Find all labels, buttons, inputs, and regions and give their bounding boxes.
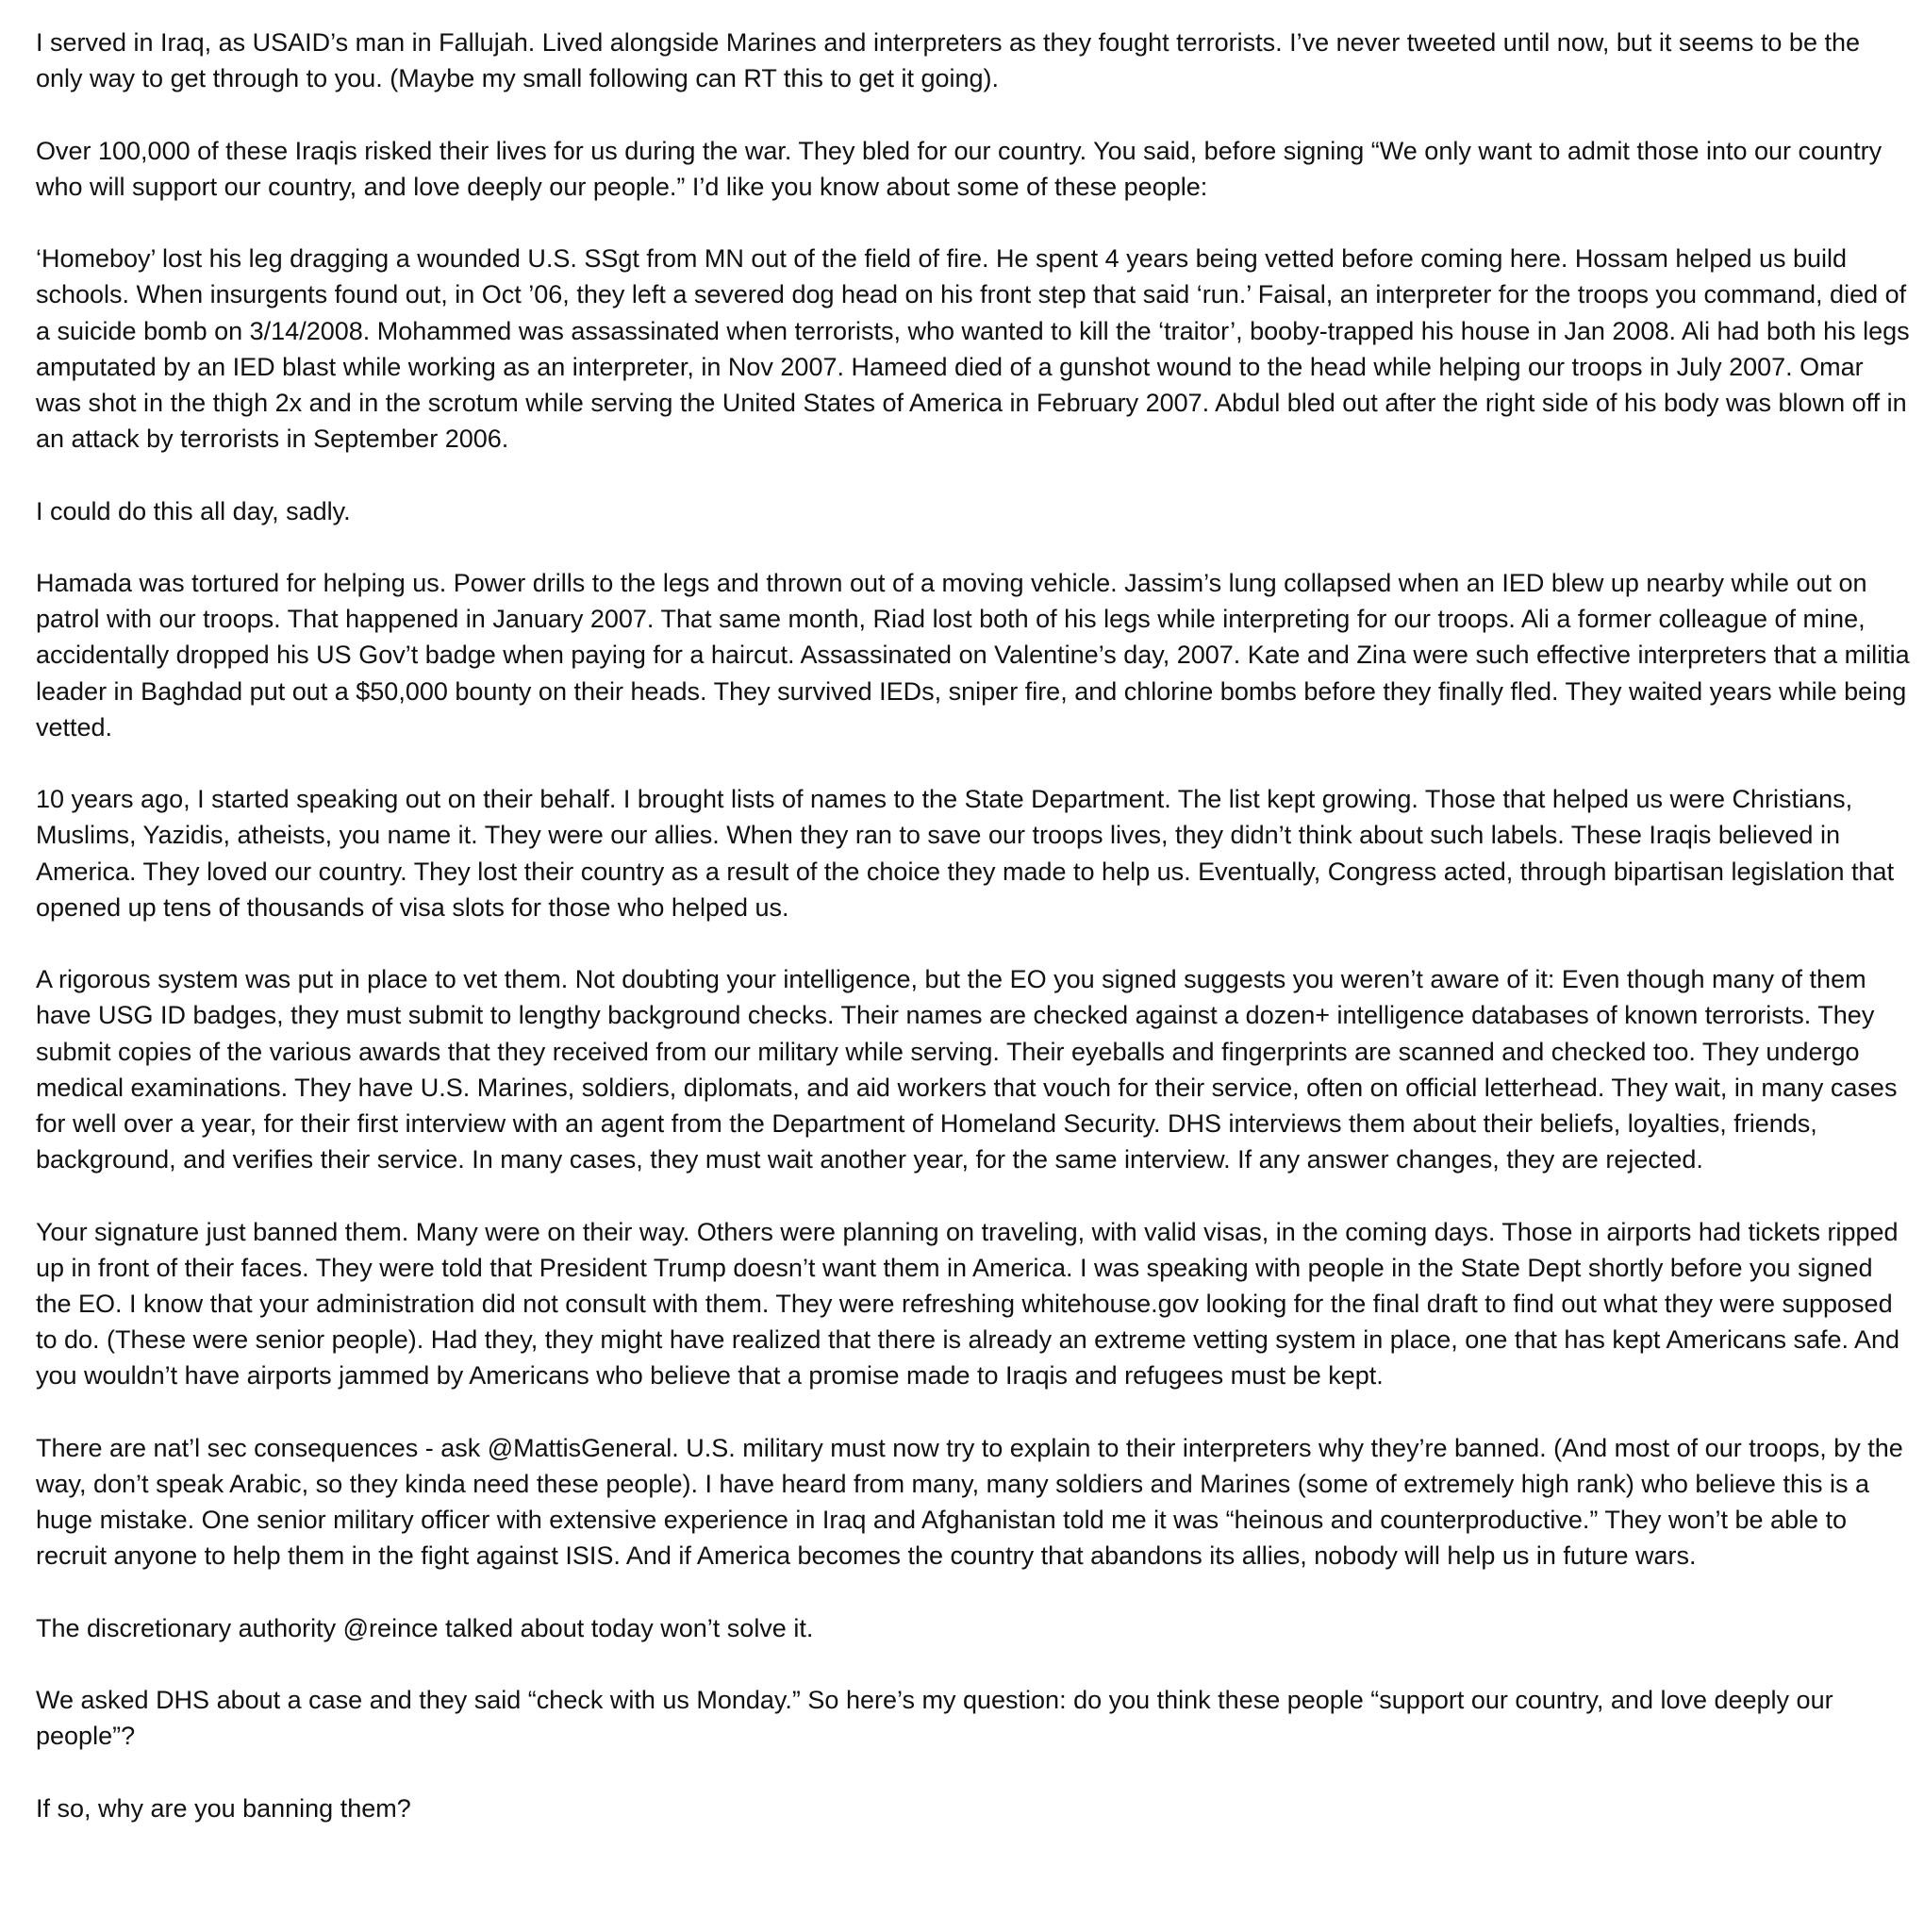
paragraph-intro: I served in Iraq, as USAID’s man in Fallujah. Lived alongside Marines and interpreters as they fought terrorists. I’ve never tweeted until now, but it seems to be the only way to get through to you. (Maybe my small following can RT this to get it going). [36,28,1860,93]
paragraph-individual-stories: ‘Homeboy’ lost his leg dragging a wounded U.S. SSgt from MN out of the field of fire. He spent 4 years being vetted before coming here. Hossam helped us build schools. When insurgents found out, in Oct ’06, they left a severed dog head on his front step that said ‘run.’ Faisal, an interpreter for the troops you command, died of a suicide bomb on 3/14/2008. Mohammed was assassinated when terrorists, who wanted to kill the ‘traitor’, booby-trapped his house in Jan 2008. Ali had both his legs amputated by an IED blast while working as an interpreter, in Nov 2007. Hameed died of a gunshot wound to the head while helping our troops in July 2007. Omar was shot in the thigh 2x and in the scrotum while serving the United States of America in February 2007. Abdul bled out after the right side of his body was blown off in an attack by terrorists in September 2006. [36,244,1910,454]
paragraph-signature-banned: Your signature just banned them. Many were on their way. Others were planning on traveling, with valid visas, in the coming days. Those in airports had tickets ripped up in front of their faces. They were told that President Trump doesn’t want them in America. I was speaking with people in the State Dept shortly before you signed the EO. I know that your administration did not consult with them. They were refreshing whitehouse.gov looking for the final draft to find out what they were supposed to do. (These were senior people). Had they, they might have realized that there is already an extreme vetting system in place, one that has kept Americans safe. And you wouldn’t have airports jammed by Americans who believe that a promise made to Iraqis and refugees must be kept. [36,1217,1900,1391]
letter-body [36,25,1913,1826]
paragraph-national-security: There are nat’l sec consequences - ask @MattisGeneral. U.S. military must now try to explain to their interpreters why they’re banned. (And most of our troops, by the way, don’t speak Arabic, so they kinda need these people). I have heard from many, many soldiers and Marines (some of extremely high rank) who believe this is a huge mistake. One senior military officer with extensive experience in Iraq and Afghanistan told me it was “heinous and counterproductive.” They won’t be able to recruit anyone to help them in the fight against ISIS. And if America becomes the country that abandons its allies, nobody will help us in future wars. [36,1433,1903,1571]
paragraph-iraqis-risked-lives: Over 100,000 of these Iraqis risked their lives for us during the war. They bled for our country. You said, before signing “We only want to admit those into our country who will support our country, and love deeply our people.” I’d like you know about some of these people: [36,136,1883,201]
paragraph-more-stories: Hamada was tortured for helping us. Power drills to the legs and thrown out of a moving vehicle. Jassim’s lung collapsed when an IED blew up nearby while out on patrol with our troops. That happened in January 2007. That same month, Riad lost both of his legs while interpreting for our troops. Ali a former colleague of mine, accidentally dropped his US Gov’t badge when paying for a haircut. Assassinated on Valentine’s day, 2007. Kate and Zina were such effective interpreters that a militia leader in Baghdad put out a $50,000 bounty on their heads. They survived IEDs, sniper fire, and chlorine bombs before they finally fled. They waited years while being vetted. [36,568,1910,741]
paragraph-question: We asked DHS about a case and they said “check with us Monday.” So here’s my question: do you think these people “support our country, and love deeply our people”? [36,1686,1833,1751]
paragraph-could-do-this-all-day: I could do this all day, sadly. [36,496,351,525]
paragraph-speaking-out: 10 years ago, I started speaking out on their behalf. I brought lists of names to the State Department. The list kept growing. Those that helped us were Christians, Muslims, Yazidis, atheists, you name it. They were our allies. When they ran to save our troops lives, they didn’t think about such labels. These Iraqis believed in America. They loved our country. They lost their country as a result of the choice they made to help us. Eventually, Congress acted, through bipartisan legislation that opened up tens of thousands of visa slots for those who helped us. [36,785,1895,922]
paragraph-closing-question: If so, why are you banning them? [36,1793,411,1823]
paragraph-vetting-system: A rigorous system was put in place to vet them. Not doubting your intelligence, but the EO you signed suggests you weren’t aware of it: Even though many of them have USG ID badges, they must submit to lengthy background checks. Their names are checked against a dozen+ intelligence databases of known terrorists. They submit copies of the various awards that they received from our military while serving. Their eyeballs and fingerprints are scanned and checked too. They undergo medical examinations. They have U.S. Marines, soldiers, diplomats, and aid workers that vouch for their service, often on official letterhead. They wait, in many cases for well over a year, for their first interview with an agent from the Department of Homeland Security. DHS interviews them about their beliefs, loyalties, friends, background, and verifies their service. In many cases, they must wait another year, for the same interview. If any answer changes, they are rejected. [36,965,1898,1174]
paragraph-discretionary-authority: The discretionary authority @reince talked about today won’t solve it. [36,1613,814,1642]
